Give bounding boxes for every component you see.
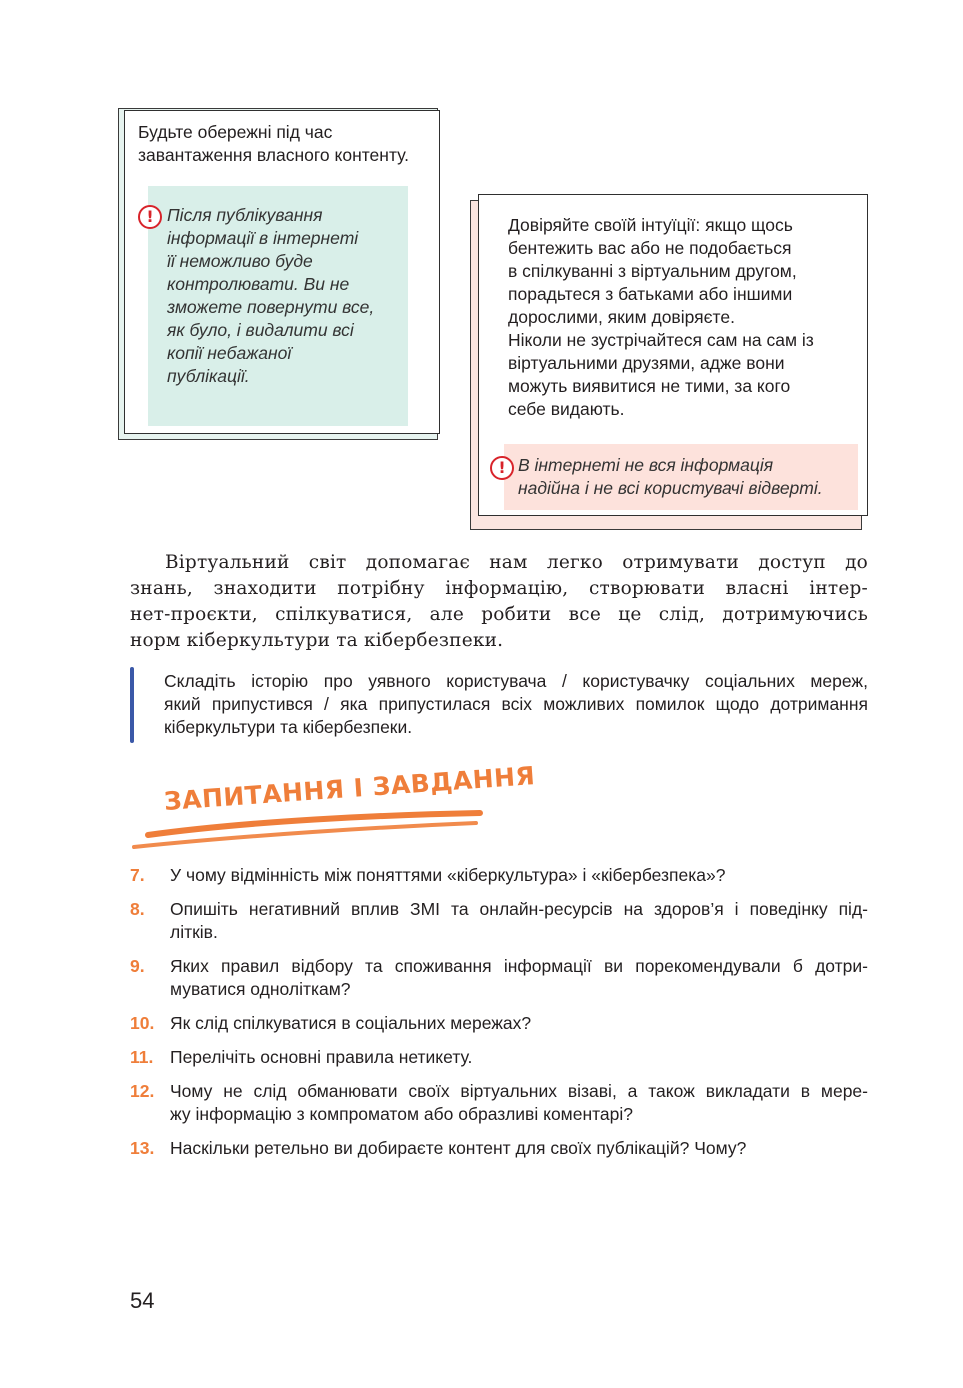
- task-block: [130, 667, 870, 743]
- card-right-note-text: В інтернеті не вся інформація надійна і не всі користувачі відверті.: [518, 455, 823, 498]
- section-title: ЗАПИТАННЯ І ЗАВДАННЯ: [162, 761, 537, 816]
- warning-icon: !: [490, 456, 514, 480]
- card-left-text: Будьте обережні під час завантаження власного контенту.: [138, 122, 410, 165]
- task-accent-bar: [130, 667, 134, 743]
- page-number: 54: [130, 1288, 155, 1313]
- task-text: Складіть історію про уявного користувача / користувачку соціальних мереж, який припустився / яка припустилася всіх можливих помилок щодо дотримання кіберкультури та кібербезпеки.: [164, 671, 868, 737]
- warning-icon: !: [138, 205, 162, 229]
- section-heading: [130, 761, 537, 855]
- card-left-note-text: Після публікування інформації в інтернеті її неможливо буде контролювати. Ви не зможете повернути все, як було, і видалити всі копії небажаної публікації.: [167, 205, 375, 386]
- body-paragraph: Віртуальний світ допомагає нам легко отримувати доступ до знань, знаходити потрібну інформацію, створювати власні інтер- нет-проєкти, спілкуватися, але робити все це слід, дотримуючись норм кіберкультури та кібербезпеки.: [130, 552, 868, 651]
- tip-card-left: [118, 108, 444, 450]
- tip-card-right: [470, 194, 870, 532]
- card-right-text: Довіряйте своїй інтуїції: якщо щось бентежить вас або не подобається в спілкуванні з віртуальним другом, порадьтеся з батьками або іншими дорослими, яким довіряєте. Ніколи не зустрічайтеся сам на сам із віртуальними друзями, адже вони можуть виявитися не тими, за кого себе видають.: [508, 215, 814, 419]
